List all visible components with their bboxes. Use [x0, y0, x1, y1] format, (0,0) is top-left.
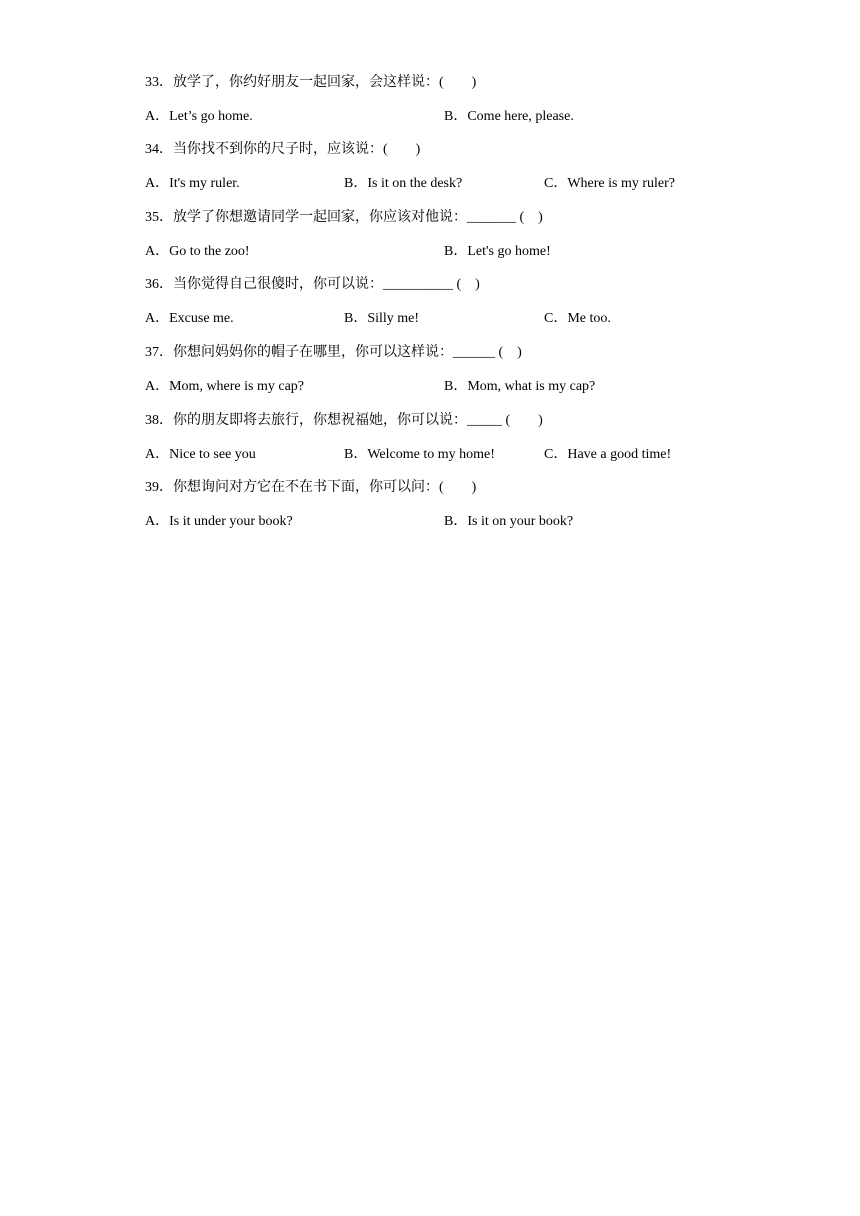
question-33	[145, 72, 745, 128]
option-a: A．It's my ruler.	[145, 176, 240, 191]
option-b: B．Let's go home!	[444, 244, 551, 259]
question-38	[145, 410, 745, 466]
option-a: A．Excuse me.	[145, 311, 234, 326]
answer-options	[145, 511, 745, 533]
question-34	[145, 139, 745, 195]
option-b: B．Is it on the desk?	[344, 176, 463, 191]
answer-options	[145, 308, 745, 330]
option-a: A．Go to the zoo!	[145, 244, 250, 259]
question-stem: 35．放学了你想邀请同学一起回家，你应该对他说：_______ ( )	[145, 210, 543, 225]
option-a: A．Mom, where is my cap?	[145, 379, 305, 394]
question-39	[145, 477, 745, 533]
option-a: A．Nice to see you	[145, 447, 256, 462]
question-stem: 34．当你找不到你的尺子时，应该说：( )	[145, 142, 421, 157]
question-stem: 37．你想问妈妈你的帽子在哪里，你可以这样说：______ ( )	[145, 345, 522, 360]
question-stem: 38．你的朋友即将去旅行，你想祝福她，你可以说：_____ ( )	[145, 413, 543, 428]
answer-options	[145, 444, 745, 466]
option-a: A．Let’s go home.	[145, 109, 253, 124]
question-stem: 36．当你觉得自己很傻时，你可以说：__________ ( )	[145, 277, 480, 292]
option-b: B．Silly me!	[344, 311, 420, 326]
option-c: C．Where is my ruler?	[544, 176, 676, 191]
answer-options	[145, 376, 745, 398]
answer-options	[145, 241, 745, 263]
option-c: C．Have a good time!	[544, 447, 672, 462]
question-stem: 39．你想询问对方它在不在书下面，你可以问：( )	[145, 480, 477, 495]
option-c: C．Me too.	[544, 311, 611, 326]
question-37	[145, 342, 745, 398]
option-a: A．Is it under your book?	[145, 514, 293, 529]
question-35	[145, 207, 745, 263]
option-b: B．Welcome to my home!	[344, 447, 495, 462]
answer-options	[145, 106, 745, 128]
option-b: B．Is it on your book?	[444, 514, 574, 529]
option-b: B．Come here, please.	[444, 109, 574, 124]
question-stem: 33．放学了，你约好朋友一起回家，会这样说：( )	[145, 75, 477, 90]
question-36	[145, 274, 745, 330]
answer-options	[145, 173, 745, 195]
option-b: B．Mom, what is my cap?	[444, 379, 596, 394]
